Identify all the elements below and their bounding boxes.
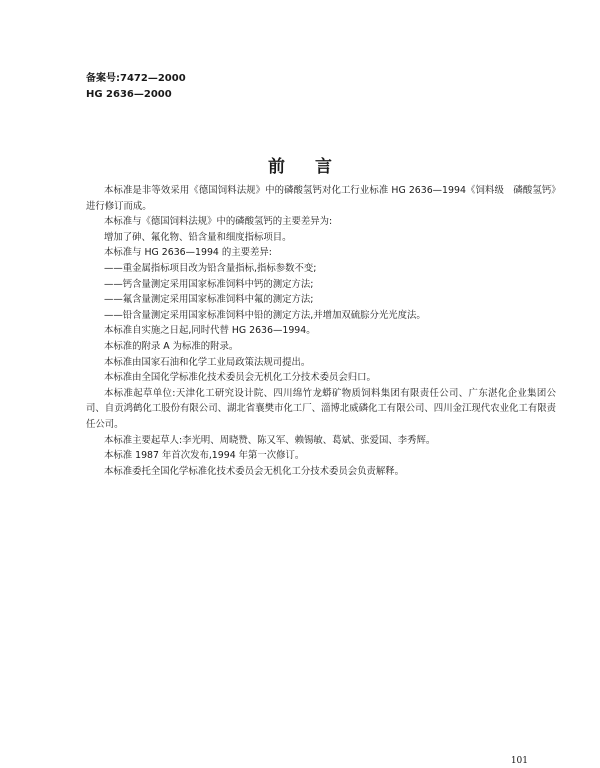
paragraph: 本标准 1987 年首次发布,1994 年第一次修订。 <box>104 450 305 462</box>
paragraph: 本标准自实施之日起,同时代替 HG 2636—1994。 <box>104 325 316 337</box>
page-number: 101 <box>510 756 528 766</box>
paragraph: ——钙含量测定采用国家标准饲料中钙的测定方法; <box>104 278 314 290</box>
foreword-body <box>86 183 556 479</box>
paragraph: 本标准委托全国化学标准化技术委员会无机化工分技术委员会负责解释。 <box>104 465 405 477</box>
section-title: 前言 <box>268 157 362 177</box>
paragraph: 本标准与《德国饲料法规》中的磷酸氢钙的主要差异为: <box>104 216 333 228</box>
paragraph: 增加了砷、氟化物、铅含量和细度指标项目。 <box>104 231 292 243</box>
paragraph: 本标准由国家石油和化学工业局政策法规司提出。 <box>104 356 311 368</box>
filing-number: 备案号:7472—2000 <box>86 73 186 84</box>
paragraph: ——氟含量测定采用国家标准饲料中氟的测定方法; <box>104 294 314 306</box>
document-header <box>86 71 186 103</box>
paragraph: 本标准与 HG 2636—1994 的主要差异: <box>104 247 272 259</box>
paragraph: 本标准由全国化学标准化技术委员会无机化工分技术委员会归口。 <box>104 372 376 384</box>
paragraph: 本标准是非等效采用《德国饲料法规》中的磷酸氢钙对化工行业标准 HG 2636—1994《饲料级 磷酸氢钙》进行修订而成。 <box>86 185 556 212</box>
paragraph: 本标准起草单位:天津化工研究设计院、四川绵竹龙蟒矿物质饲料集团有限责任公司、广东湛化企业集团公司、自贡鸿鹤化工股份有限公司、湖北省襄樊市化工厂、淄博北威磷化工有限公司、四川金江现代农业化工有限责任公司。 <box>86 387 556 430</box>
paragraph: ——铅含量测定采用国家标准饲料中铅的测定方法,并增加双硫腙分光光度法。 <box>104 309 426 321</box>
paragraph: ——重金属指标项目改为铅含量指标,指标参数不变; <box>104 262 317 274</box>
paragraph: 本标准的附录 A 为标准的附录。 <box>104 340 239 352</box>
standard-code: HG 2636—2000 <box>86 89 172 100</box>
paragraph: 本标准主要起草人:李光明、周晓赞、陈又军、赖锡敏、葛斌、张爱国、李秀辉。 <box>104 434 436 446</box>
